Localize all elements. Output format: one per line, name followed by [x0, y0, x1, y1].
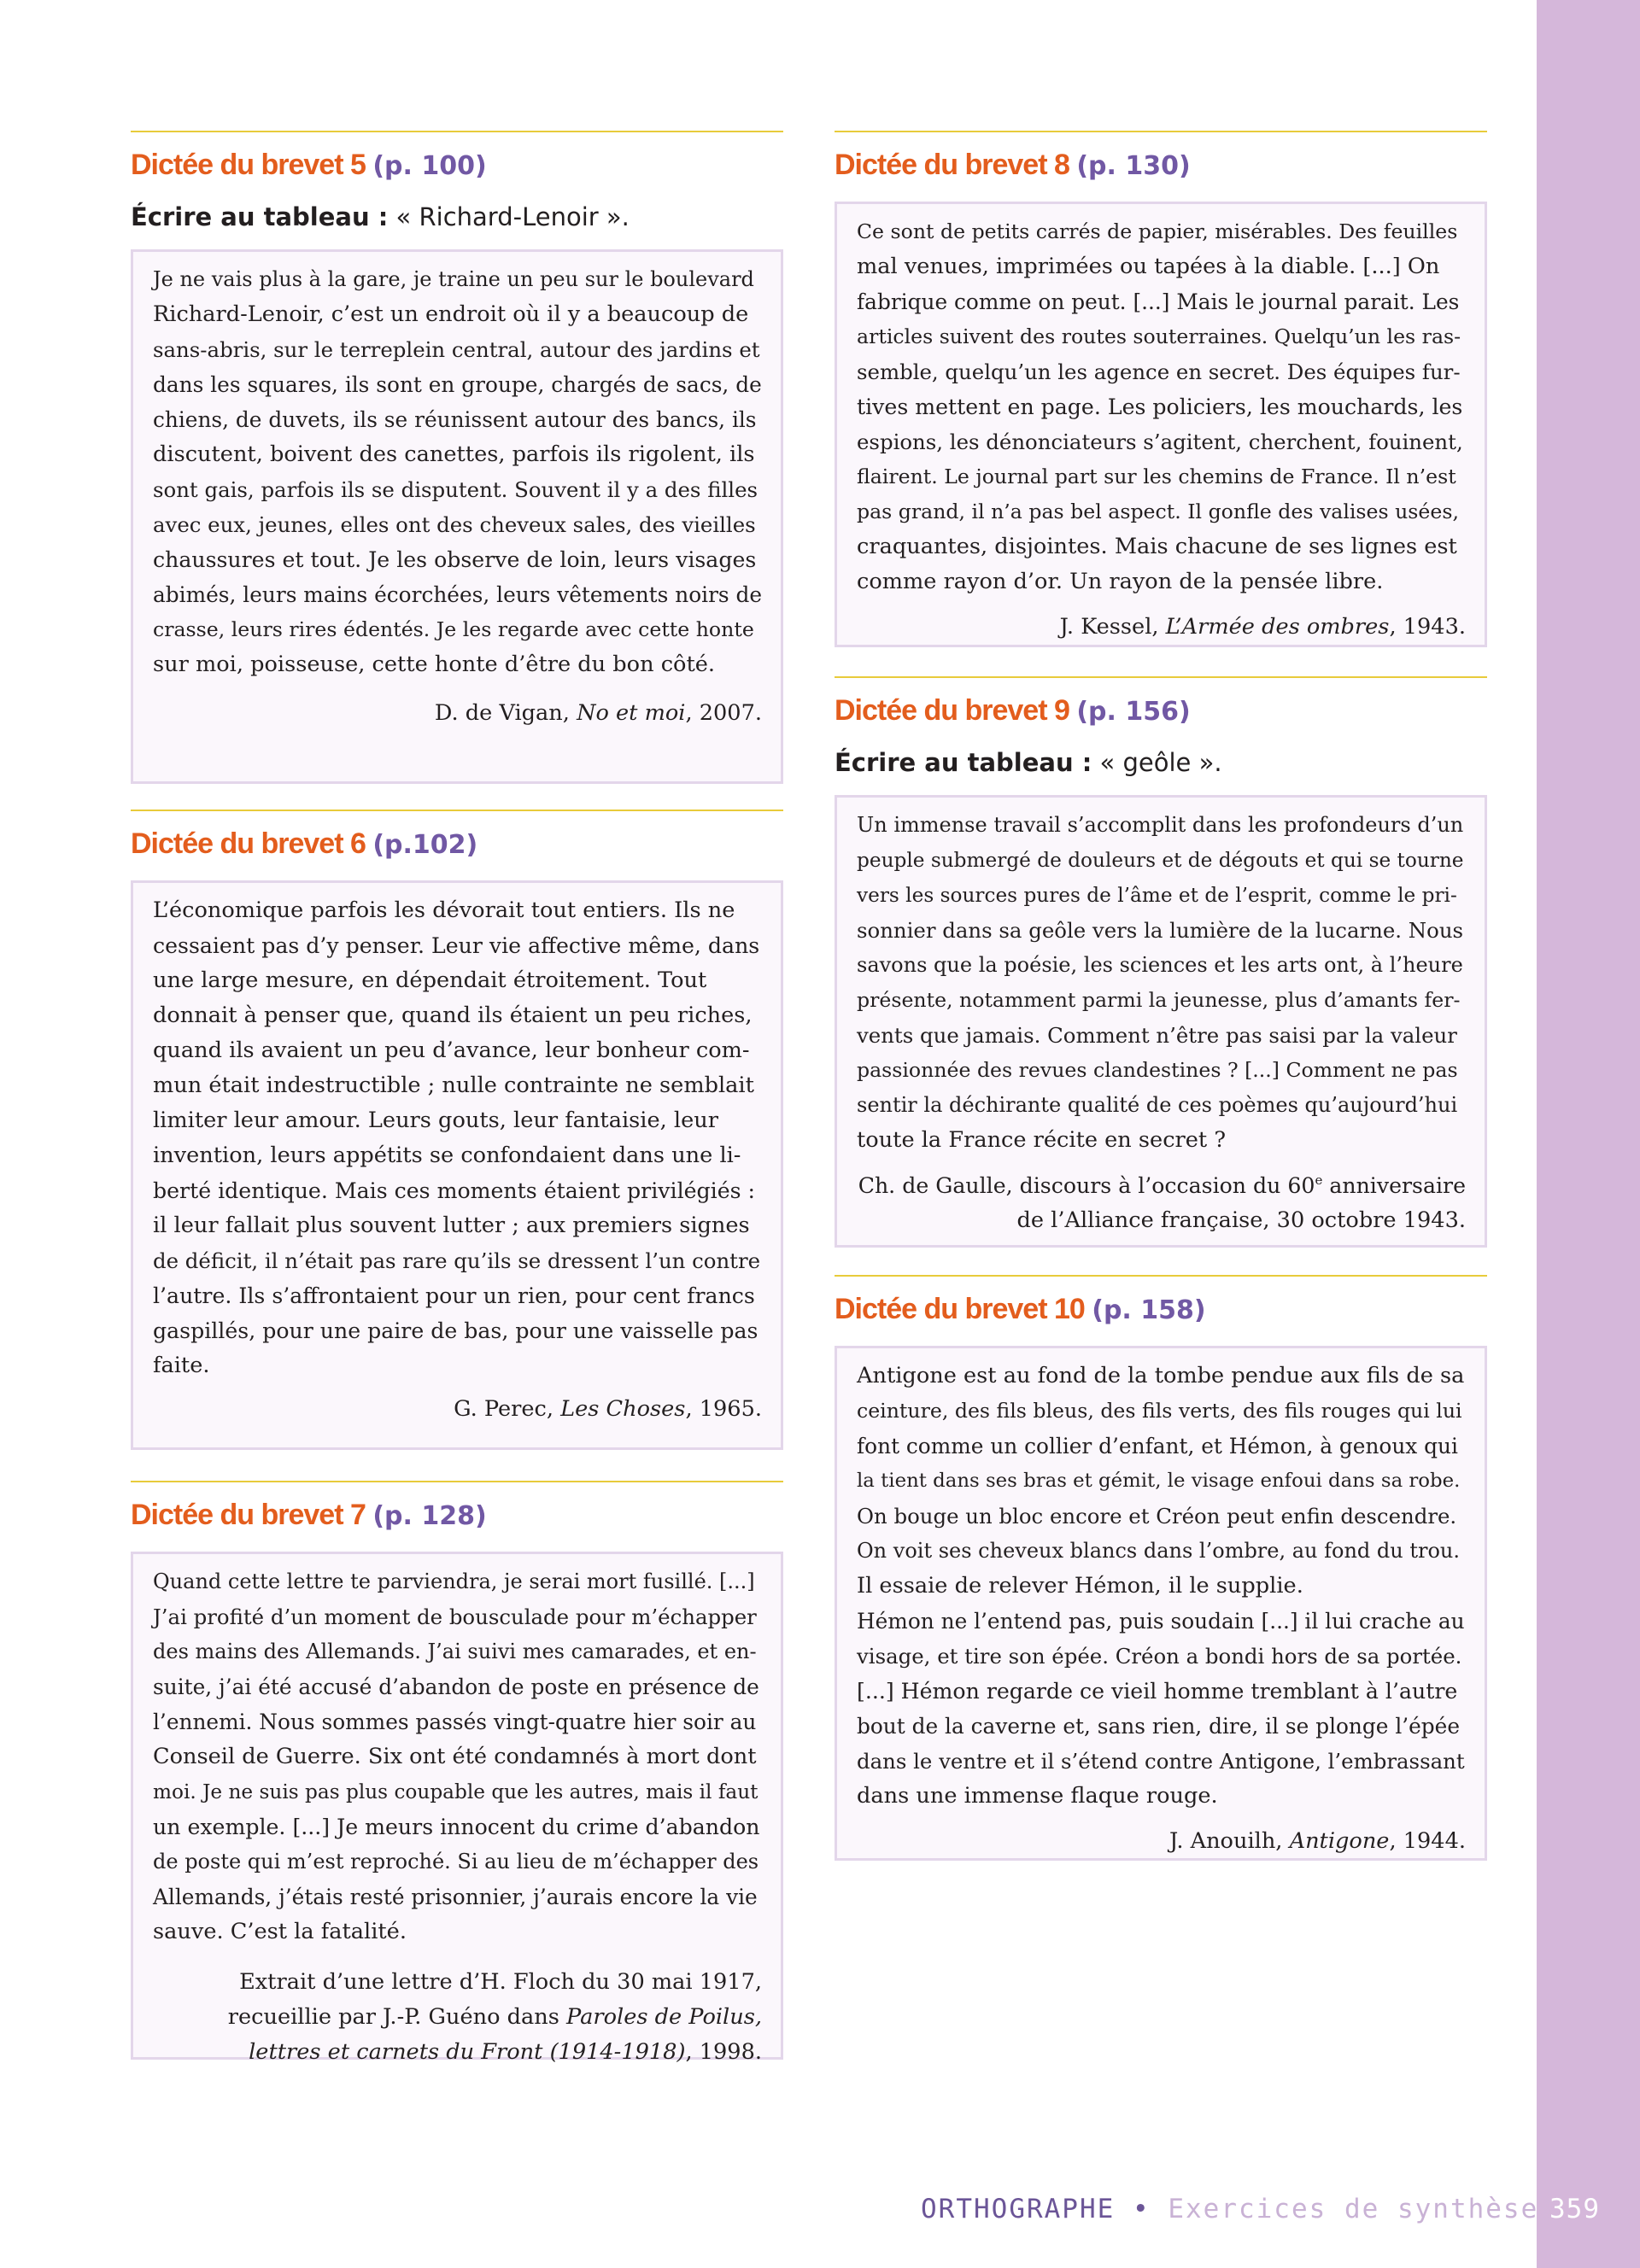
- passage-line: bout de la caverne et, sans rien, dire, il se plonge l’épée: [857, 1714, 1461, 1739]
- instruction-value: « geôle ».: [1099, 748, 1222, 777]
- page-reference: (p. 158): [1092, 1295, 1206, 1325]
- passage-line: pas grand, il n’a pas bel aspect. Il gonfle des valises usées,: [857, 500, 1459, 523]
- dictation-textbox: [131, 249, 783, 784]
- section-rule: [131, 1481, 783, 1482]
- passage-line: l’ennemi. Nous sommes passés vingt-quatre hier soir au: [153, 1710, 757, 1734]
- passage-line: Antigone est au fond de la tombe pendue aux fils de sa: [857, 1363, 1465, 1388]
- source-text: anniversaire: [1322, 1173, 1466, 1198]
- section-title-text: Dictée du brevet 6: [131, 827, 366, 860]
- passage-line: des mains des Allemands. J’ai suivi mes camarades, et en-: [153, 1640, 757, 1663]
- passage-line: de déficit, il n’était pas rare qu’ils se dressent l’un contre: [153, 1248, 761, 1273]
- passage-line: un exemple. [...] Je meurs innocent du crime d’abandon: [153, 1815, 760, 1839]
- passage-line: Quand cette lettre te parviendra, je serai mort fusillé. [...]: [153, 1569, 755, 1593]
- section-rule: [131, 810, 783, 811]
- dictation-textbox: [835, 795, 1487, 1248]
- section-rule: [131, 131, 783, 132]
- passage-line: dans une immense flaque rouge.: [857, 1783, 1218, 1809]
- passage-line: vers les sources pures de l’âme et de l’esprit, comme le pri-: [857, 884, 1457, 907]
- dictee-9-section: [835, 676, 1487, 1248]
- source-citation: [153, 1965, 762, 2070]
- ordinal-superscript: e: [1315, 1172, 1323, 1188]
- page-reference: (p. 156): [1076, 697, 1191, 727]
- passage-line: semble, quelqu’un les agence en secret. Des équipes fur-: [857, 359, 1461, 384]
- passage-line: savons que la poésie, les sciences et les arts ont, à l’heure: [857, 953, 1463, 977]
- section-title: [835, 693, 1487, 729]
- source-citation: [857, 1168, 1466, 1238]
- passage-line: peuple submergé de douleurs et de dégouts et qui se tourne: [857, 849, 1464, 872]
- passage-line: craquantes, disjointes. Mais chacune de ses lignes est: [857, 534, 1457, 559]
- passage-line: font comme un collier d’enfant, et Hémon, à genoux qui: [857, 1434, 1458, 1458]
- source-text: Ch. de Gaulle, discours à l’occasion du 60: [858, 1173, 1315, 1198]
- passage-line: sauve. C’est la fatalité.: [153, 1919, 407, 1944]
- page-reference: (p. 128): [372, 1501, 487, 1531]
- section-title-text: Dictée du brevet 7: [131, 1499, 366, 1531]
- source-line: de l’Alliance française, 30 octobre 1943.: [1016, 1207, 1466, 1233]
- passage-line: discutent, boivent des canettes, parfois ils rigolent, ils: [153, 441, 755, 467]
- dictee-6-section: [131, 810, 783, 1450]
- page-footer: [921, 2192, 1600, 2226]
- section-title-text: Dictée du brevet 10: [835, 1293, 1085, 1325]
- source-year: , 1998.: [685, 2039, 762, 2065]
- passage-line: donnait à penser que, quand ils étaient un peu riches,: [153, 1002, 753, 1028]
- board-instruction: [835, 748, 1487, 777]
- passage-line: cessaient pas d’y penser. Leur vie affective même, dans: [153, 933, 760, 958]
- source-line: [153, 2000, 762, 2035]
- passage-line: invention, leurs appétits se confondaient dans une li-: [153, 1143, 741, 1168]
- passage-line: abimés, leurs mains écorchées, leurs vêtements noirs de: [153, 582, 763, 607]
- source-line: [857, 1168, 1466, 1203]
- source-year: , 2007.: [685, 700, 762, 726]
- page-reference: (p.102): [372, 830, 478, 860]
- passage-line: Richard-Lenoir, c’est un endroit où il y a beaucoup de: [153, 301, 749, 327]
- passage-line: L’économique parfois les dévorait tout entiers. Ils ne: [153, 897, 735, 923]
- section-title-text: Dictée du brevet 9: [835, 694, 1069, 727]
- dictee-5-section: [131, 131, 783, 784]
- dictee-7-section: [131, 1481, 783, 2065]
- dictation-textbox: [835, 1346, 1487, 1861]
- passage-line: articles suivent des routes souterraines. Quelqu’un les ras-: [857, 324, 1461, 348]
- dictation-passage: [857, 1359, 1466, 1814]
- page-number: 359: [1549, 2194, 1600, 2224]
- instruction-label: Écrire au tableau :: [131, 202, 389, 231]
- source-work: lettres et carnets du Front (1914-1918): [249, 2039, 686, 2065]
- footer-subtitle: Exercices de synthèse: [1168, 2194, 1539, 2224]
- dictation-passage: [857, 214, 1466, 599]
- passage-line: une large mesure, en dépendait étroitement. Tout: [153, 967, 707, 993]
- passage-line: avec eux, jeunes, elles ont des cheveux sales, des vieilles: [153, 512, 756, 537]
- passage-line: gaspillés, pour une paire de bas, pour une vaisselle pas: [153, 1318, 758, 1343]
- board-instruction: [131, 202, 783, 231]
- passage-line: crasse, leurs rires édentés. Je les regarde avec cette honte: [153, 617, 754, 641]
- passage-line: berté identique. Mais ces moments étaient privilégiés :: [153, 1178, 756, 1203]
- passage-line: quand ils avaient un peu d’avance, leur bonheur com-: [153, 1038, 750, 1063]
- source-work: L’Armée des ombres: [1165, 614, 1390, 640]
- source-author: G. Perec,: [454, 1396, 554, 1422]
- dictee-8-section: [835, 131, 1487, 647]
- passage-line: Hémon ne l’entend pas, puis soudain [...] il lui crache au: [857, 1609, 1465, 1634]
- passage-line: suite, j’ai été accusé d’abandon de poste en présence de: [153, 1675, 759, 1699]
- passage-line: comme rayon d’or. Un rayon de la pensée libre.: [857, 569, 1384, 594]
- section-title: [131, 148, 783, 184]
- source-line: [153, 2035, 762, 2070]
- passage-line: [...] Hémon regarde ce vieil homme tremblant à l’autre: [857, 1679, 1458, 1704]
- dictation-passage: [153, 893, 762, 1383]
- passage-line: flairent. Le journal part sur les chemins de France. Il n’est: [857, 465, 1456, 488]
- source-citation: [153, 1392, 762, 1427]
- passage-line: Je ne vais plus à la gare, je traine un peu sur le boulevard: [153, 267, 754, 291]
- passage-line: espions, les dénonciateurs s’agitent, cherchent, fouinent,: [857, 430, 1463, 454]
- source-citation: [153, 696, 762, 731]
- passage-line: présente, notamment parmi la jeunesse, plus d’amants fer-: [857, 988, 1461, 1012]
- source-author: J. Anouilh,: [1169, 1828, 1283, 1854]
- passage-line: moi. Je ne suis pas plus coupable que les autres, mais il faut: [153, 1780, 758, 1803]
- section-rule: [835, 676, 1487, 678]
- passage-line: passionnée des revues clandestines ? [...] Comment ne pas: [857, 1058, 1458, 1082]
- passage-line: il leur fallait plus souvent lutter ; aux premiers signes: [153, 1213, 750, 1238]
- passage-line: faite.: [153, 1353, 210, 1378]
- passage-line: chiens, de duvets, ils se réunissent autour des bancs, ils: [153, 407, 757, 432]
- passage-line: On voit ses cheveux blancs dans l’ombre, au fond du trou.: [857, 1539, 1461, 1563]
- section-title: [835, 148, 1487, 184]
- passage-line: dans le ventre et il s’étend contre Antigone, l’embrassant: [857, 1749, 1465, 1774]
- passage-line: J’ai profité d’un moment de bousculade pour m’échapper: [153, 1605, 757, 1629]
- passage-line: fabrique comme on peut. [...] Mais le journal parait. Les: [857, 289, 1460, 314]
- source-work: Paroles de Poilus,: [566, 2004, 762, 2030]
- passage-line: Conseil de Guerre. Six ont été condamnés à mort dont: [153, 1744, 757, 1769]
- source-work: No et moi: [577, 700, 686, 726]
- source-citation: [857, 1824, 1466, 1859]
- passage-line: Il essaie de relever Hémon, il le supplie.: [857, 1573, 1303, 1599]
- section-title: [131, 1498, 783, 1534]
- section-title-text: Dictée du brevet 5: [131, 149, 366, 181]
- footer-category: ORTHOGRAPHE: [921, 2194, 1116, 2224]
- source-year: , 1965.: [685, 1396, 762, 1422]
- passage-line: ceinture, des fils bleus, des fils verts, des fils rouges qui lui: [857, 1399, 1462, 1423]
- passage-line: Ce sont de petits carrés de papier, misérables. Des feuilles: [857, 219, 1458, 243]
- dictation-passage: [153, 262, 762, 682]
- source-work: Antigone: [1289, 1828, 1390, 1854]
- instruction-value: « Richard-Lenoir ».: [395, 202, 630, 231]
- passage-line: mal venues, imprimées ou tapées à la diable. [...] On: [857, 254, 1440, 279]
- passage-line: sans-abris, sur le terreplein central, autour des jardins et: [153, 337, 760, 362]
- dictation-textbox: [131, 1552, 783, 2065]
- source-work: Les Choses: [560, 1396, 686, 1422]
- passage-line: vents que jamais. Comment n’être pas saisi par la valeur: [857, 1023, 1457, 1048]
- passage-line: visage, et tire son épée. Créon a bondi hors de sa portée.: [857, 1644, 1462, 1669]
- source-author: D. de Vigan,: [434, 700, 570, 726]
- passage-line: la tient dans ses bras et gémit, le visage enfoui dans sa robe.: [857, 1470, 1461, 1492]
- passage-line: sont gais, parfois ils se disputent. Souvent il y a des filles: [153, 477, 758, 502]
- page-reference: (p. 130): [1076, 151, 1191, 181]
- source-year: , 1943.: [1389, 614, 1466, 640]
- source-prefix: recueillie par J.-P. Guéno dans: [227, 2004, 559, 2030]
- section-title: [131, 827, 783, 862]
- section-rule: [835, 1275, 1487, 1277]
- passage-line: tives mettent en page. Les policiers, les mouchards, les: [857, 395, 1463, 419]
- dictation-textbox: [835, 202, 1487, 647]
- passage-line: de poste qui m’est reproché. Si au lieu de m’échapper des: [153, 1850, 759, 1873]
- passage-line: Allemands, j’étais resté prisonnier, j’aurais encore la vie: [153, 1885, 758, 1909]
- section-title: [835, 1292, 1487, 1328]
- passage-line: sonnier dans sa geôle vers la lumière de la lucarne. Nous: [857, 918, 1464, 943]
- passage-line: mun était indestructible ; nulle contrainte ne semblait: [153, 1073, 754, 1098]
- passage-line: Un immense travail s’accomplit dans les profondeurs d’un: [857, 813, 1464, 837]
- source-line: Extrait d’une lettre d’H. Floch du 30 mai 1917,: [239, 1969, 762, 1995]
- passage-line: sentir la déchirante qualité de ces poèmes qu’aujourd’hui: [857, 1093, 1458, 1117]
- passage-line: sur moi, poisseuse, cette honte d’être du bon côté.: [153, 652, 716, 677]
- section-rule: [835, 131, 1487, 132]
- passage-line: dans les squares, ils sont en groupe, chargés de sacs, de: [153, 372, 762, 397]
- page-reference: (p. 100): [372, 151, 487, 181]
- dictation-passage: [857, 808, 1466, 1158]
- footer-bullet: •: [1132, 2194, 1151, 2224]
- passage-line: chaussures et tout. Je les observe de loin, leurs visages: [153, 547, 757, 572]
- passage-line: l’autre. Ils s’affrontaient pour un rien, pour cent francs: [153, 1283, 755, 1308]
- passage-line: On bouge un bloc encore et Créon peut enfin descendre.: [857, 1504, 1457, 1529]
- dictee-10-section: [835, 1275, 1487, 1861]
- page-side-band: [1537, 0, 1640, 2268]
- passage-line: toute la France récite en secret ?: [857, 1127, 1227, 1153]
- passage-line: limiter leur amour. Leurs gouts, leur fantaisie, leur: [153, 1108, 718, 1133]
- dictation-passage: [153, 1564, 762, 1949]
- source-author: J. Kessel,: [1059, 614, 1159, 640]
- source-year: , 1944.: [1389, 1828, 1466, 1854]
- instruction-label: Écrire au tableau :: [835, 748, 1092, 777]
- source-citation: [857, 610, 1466, 645]
- dictation-textbox: [131, 880, 783, 1450]
- section-title-text: Dictée du brevet 8: [835, 149, 1069, 181]
